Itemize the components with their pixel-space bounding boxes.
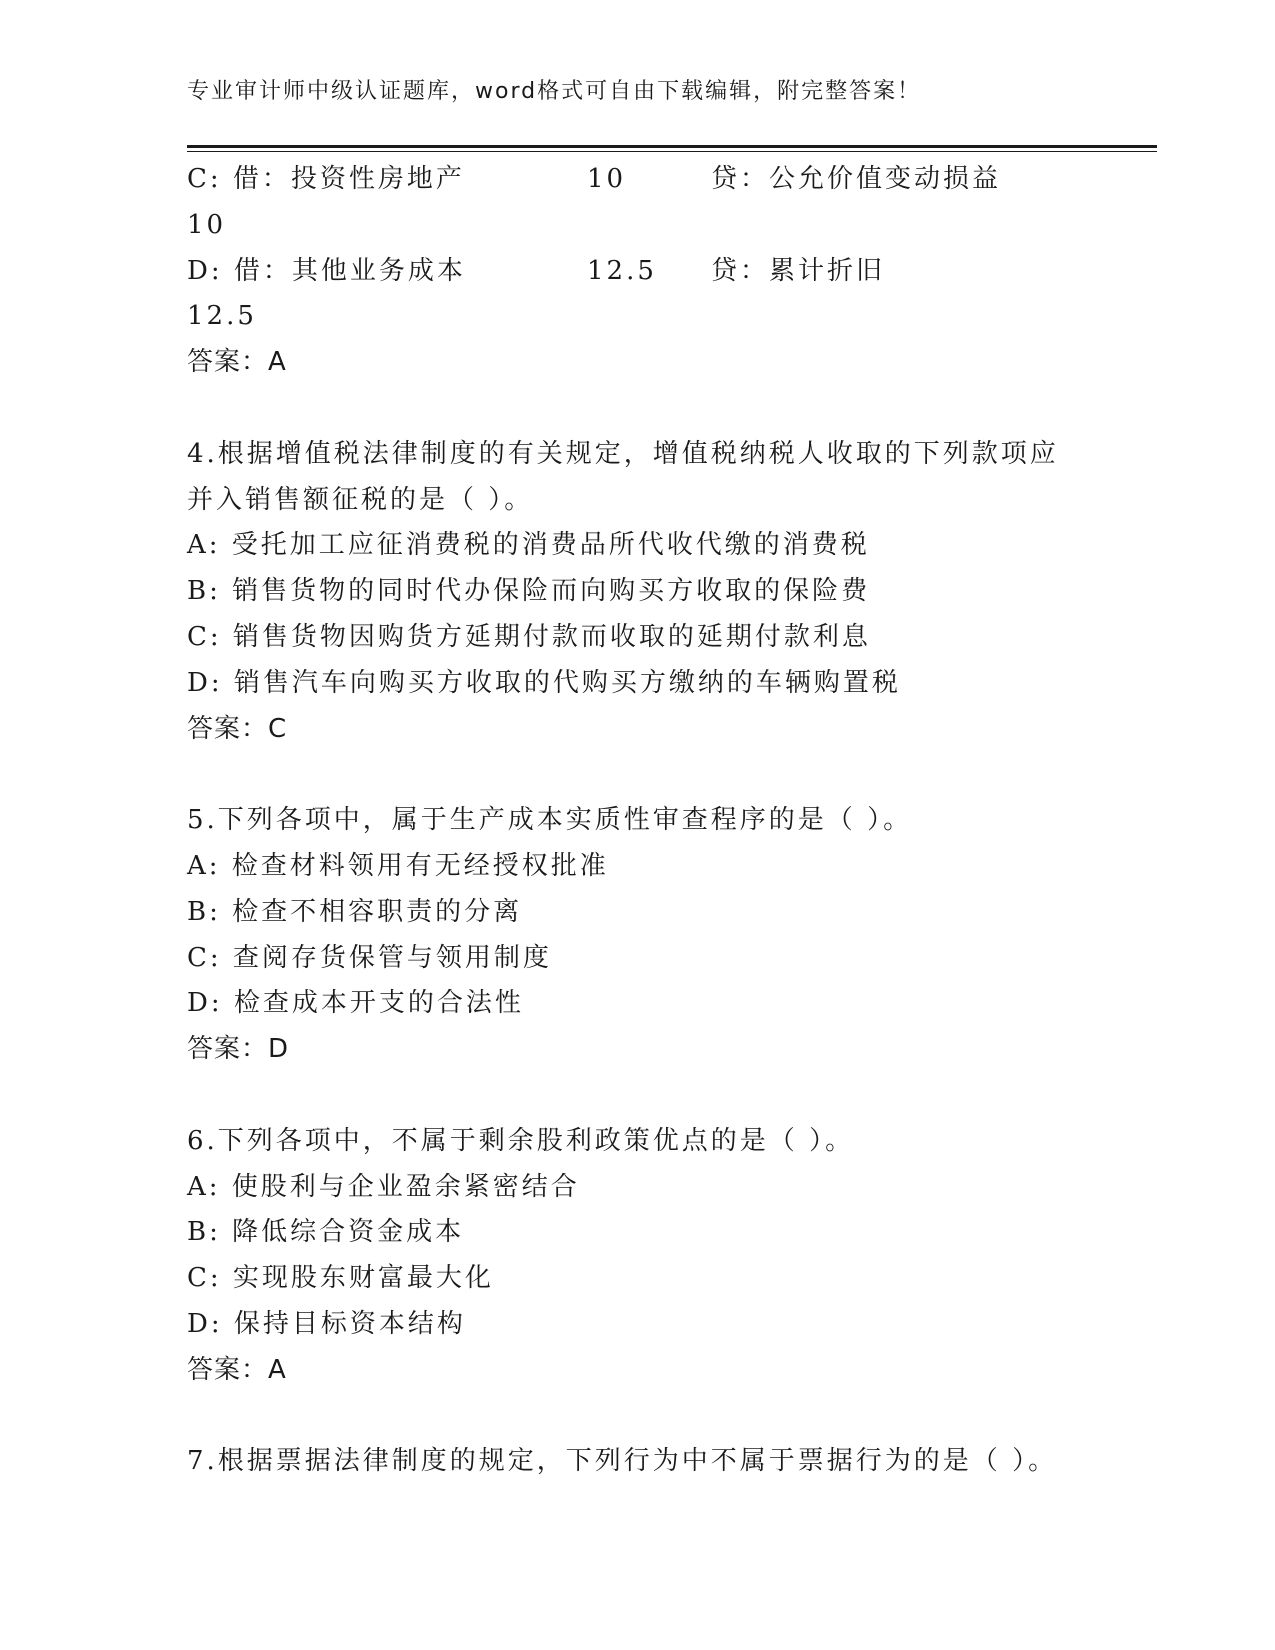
q4-option-d: D: 销售汽车向购买方收取的代购买方缴纳的车辆购置税 bbox=[187, 667, 901, 698]
header-rule-thin bbox=[187, 151, 1157, 152]
q6-answer: 答案：A bbox=[187, 1354, 287, 1385]
q3-option-d-credit-amount: 12.5 bbox=[187, 301, 257, 332]
spacer bbox=[187, 386, 1077, 432]
document-header: 专业审计师中级认证题库，word格式可自由下载编辑，附完整答案！ bbox=[187, 79, 922, 104]
q3-option-c-amount: 10 bbox=[587, 164, 627, 194]
q6-option-a: A: 使股利与企业盈余紧密结合 bbox=[187, 1171, 580, 1202]
q3-option-c bbox=[187, 157, 1077, 203]
q3-option-c-credit-amount: 10 bbox=[187, 209, 227, 240]
q6-stem: 6.下列各项中，不属于剩余股利政策优点的是（ ）。 bbox=[187, 1125, 855, 1156]
spacer bbox=[187, 1073, 1077, 1119]
q4-stem-line2: 并入销售额征税的是（ ）。 bbox=[187, 484, 534, 515]
q5-stem: 5.下列各项中，属于生产成本实质性审查程序的是（ ）。 bbox=[187, 805, 913, 836]
q3-option-c-debit: C: 借：投资性房地产 bbox=[187, 164, 465, 194]
q5-option-b: B: 检查不相容职责的分离 bbox=[187, 896, 523, 927]
spacer bbox=[187, 752, 1077, 798]
q3-answer: 答案：A bbox=[187, 347, 287, 378]
q6-option-c: C: 实现股东财富最大化 bbox=[187, 1263, 494, 1294]
q5-option-a: A: 检查材料领用有无经授权批准 bbox=[187, 850, 609, 881]
q3-option-c-credit: 贷：公允价值变动损益 bbox=[711, 164, 1002, 194]
q3-option-d-debit: D: 借：其他业务成本 bbox=[187, 255, 466, 286]
q4-option-c: C: 销售货物因购货方延期付款而收取的延期付款利息 bbox=[187, 621, 871, 652]
q3-option-d bbox=[187, 249, 1077, 295]
q5-answer: 答案：D bbox=[187, 1034, 290, 1065]
q5-option-d: D: 检查成本开支的合法性 bbox=[187, 988, 524, 1019]
q5-option-c: C: 查阅存货保管与领用制度 bbox=[187, 942, 552, 973]
q6-option-b: B: 降低综合资金成本 bbox=[187, 1217, 465, 1248]
q4-option-b: B: 销售货物的同时代办保险而向购买方收取的保险费 bbox=[187, 576, 871, 607]
q7-stem: 7.根据票据法律制度的规定，下列行为中不属于票据行为的是（ ）。 bbox=[187, 1446, 1058, 1477]
q3-option-d-credit: 贷：累计折旧 bbox=[711, 255, 886, 286]
spacer bbox=[187, 1394, 1077, 1440]
q3-option-d-amount: 12.5 bbox=[587, 255, 657, 286]
q6-option-d: D: 保持目标资本结构 bbox=[187, 1308, 466, 1339]
q4-option-a: A: 受托加工应征消费税的消费品所代收代缴的消费税 bbox=[187, 530, 870, 561]
q4-stem-line1: 4.根据增值税法律制度的有关规定，增值税纳税人收取的下列款项应 bbox=[187, 438, 1059, 469]
q4-answer: 答案：C bbox=[187, 713, 288, 744]
document-body bbox=[187, 157, 1077, 1485]
header-rule-thick bbox=[187, 145, 1157, 148]
